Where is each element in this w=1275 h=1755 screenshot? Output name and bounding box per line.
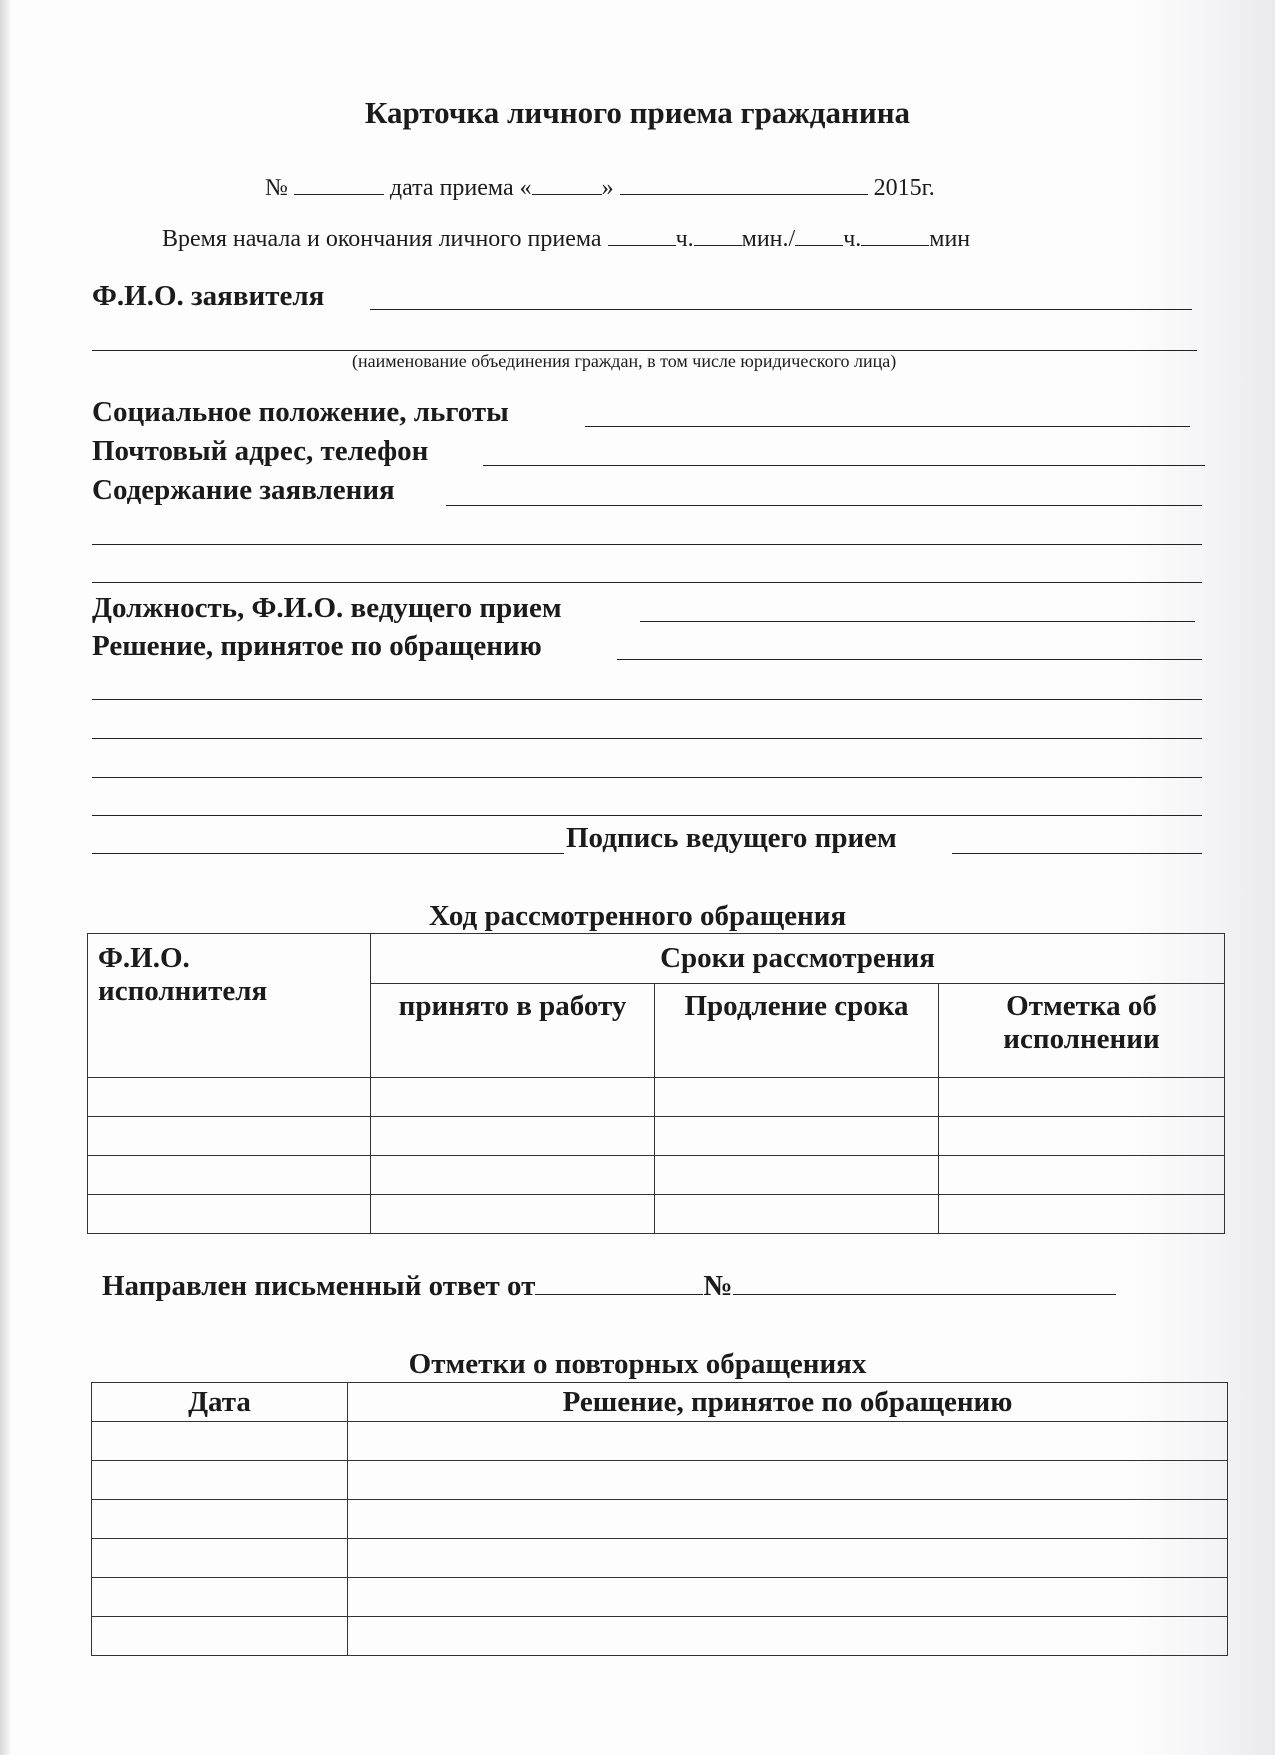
table-cell[interactable] — [939, 1078, 1225, 1117]
social-label: Социальное положение, льготы — [92, 396, 509, 428]
minute-unit-1: мин./ — [741, 226, 796, 252]
table-cell[interactable] — [939, 1156, 1225, 1195]
table-cell[interactable] — [371, 1195, 655, 1234]
table-cell[interactable] — [655, 1117, 939, 1156]
hour-unit-2: ч. — [843, 226, 862, 252]
header-decision: Решение, принятое по обращению — [348, 1383, 1228, 1422]
table-cell[interactable] — [88, 1156, 371, 1195]
table-cell[interactable] — [348, 1578, 1228, 1617]
table-cell[interactable] — [92, 1422, 348, 1461]
close-quote: » — [601, 175, 614, 201]
progress-table — [87, 933, 1225, 1234]
table-cell[interactable] — [371, 1156, 655, 1195]
card-number-field[interactable] — [294, 193, 384, 195]
scan-left-edge — [0, 0, 12, 1755]
table-row — [92, 1422, 1228, 1461]
table-cell[interactable] — [348, 1617, 1228, 1656]
start-hour-field[interactable] — [608, 244, 676, 246]
end-minute-field[interactable] — [861, 244, 929, 246]
minute-unit-2: мин — [929, 226, 971, 252]
response-label: Направлен письменный ответ от — [102, 1270, 536, 1302]
applicant-caption: (наименование объединения граждан, в том числе юридического лица) — [352, 351, 897, 371]
day-field[interactable] — [532, 193, 602, 195]
table-cell[interactable] — [655, 1156, 939, 1195]
card-number-line — [265, 175, 935, 202]
table-cell[interactable] — [655, 1078, 939, 1117]
table-cell[interactable] — [939, 1117, 1225, 1156]
table-row — [88, 1156, 1225, 1195]
table-row — [88, 1117, 1225, 1156]
table-cell[interactable] — [371, 1078, 655, 1117]
table-row — [88, 1195, 1225, 1234]
table-cell[interactable] — [371, 1117, 655, 1156]
table-cell[interactable] — [348, 1461, 1228, 1500]
header-date: Дата — [92, 1383, 348, 1422]
header-executor: Ф.И.О. исполнителя — [88, 934, 371, 1078]
number-sign: № — [265, 175, 288, 201]
date-label: дата приема « — [389, 175, 532, 201]
decision-field-line-5[interactable] — [92, 815, 1202, 816]
hour-unit-1: ч. — [675, 226, 694, 252]
table-cell[interactable] — [88, 1195, 371, 1234]
time-line — [162, 226, 970, 253]
response-line — [102, 1270, 1116, 1303]
decision-field-line-4[interactable] — [92, 777, 1202, 778]
table-cell[interactable] — [92, 1500, 348, 1539]
table-cell[interactable] — [348, 1539, 1228, 1578]
official-label: Должность, Ф.И.О. ведущего прием — [92, 592, 562, 624]
header-extension: Продление срока — [655, 984, 939, 1078]
table-cell[interactable] — [92, 1578, 348, 1617]
table-cell[interactable] — [348, 1500, 1228, 1539]
response-number-field[interactable] — [733, 1293, 1116, 1295]
applicant-label: Ф.И.О. заявителя — [92, 280, 325, 312]
content-field[interactable] — [446, 505, 1202, 506]
header-mark: Отметка об исполнении — [939, 984, 1225, 1078]
signature-label: Подпись ведущего прием — [566, 822, 897, 854]
decision-label: Решение, принятое по обращению — [92, 630, 542, 662]
signature-left-line[interactable] — [92, 853, 564, 854]
content-field-line-3[interactable] — [92, 582, 1202, 583]
header-accepted: принято в работу — [371, 984, 655, 1078]
signature-field[interactable] — [952, 853, 1202, 854]
official-field[interactable] — [640, 621, 1195, 622]
month-field[interactable] — [620, 193, 868, 195]
social-field[interactable] — [585, 426, 1190, 427]
start-minute-field[interactable] — [694, 244, 742, 246]
table-row — [92, 1617, 1228, 1656]
header-terms: Сроки рассмотрения — [371, 934, 1225, 984]
decision-field-line-2[interactable] — [92, 699, 1202, 700]
progress-title: Ход рассмотренного обращения — [428, 900, 847, 932]
table-cell[interactable] — [92, 1461, 348, 1500]
table-cell[interactable] — [92, 1539, 348, 1578]
repeat-title: Отметки о повторных обращениях — [408, 1348, 867, 1380]
applicant-field[interactable] — [370, 309, 1192, 310]
table-cell[interactable] — [348, 1422, 1228, 1461]
table-cell[interactable] — [92, 1617, 348, 1656]
end-hour-field[interactable] — [795, 244, 843, 246]
time-label: Время начала и окончания личного приема — [162, 226, 602, 252]
table-row — [92, 1539, 1228, 1578]
table-row — [92, 1461, 1228, 1500]
year-label: 2015г. — [873, 175, 935, 201]
decision-field[interactable] — [617, 659, 1202, 660]
address-field[interactable] — [483, 465, 1205, 466]
response-date-field[interactable] — [535, 1293, 703, 1295]
table-row — [92, 1578, 1228, 1617]
content-label: Содержание заявления — [92, 474, 395, 506]
repeat-table — [91, 1382, 1228, 1656]
table-cell[interactable] — [88, 1078, 371, 1117]
table-row — [92, 1500, 1228, 1539]
content-field-line-2[interactable] — [92, 544, 1202, 545]
address-label: Почтовый адрес, телефон — [92, 435, 429, 467]
response-number-sign: № — [703, 1270, 733, 1302]
table-row — [88, 1078, 1225, 1117]
table-cell[interactable] — [939, 1195, 1225, 1234]
decision-field-line-3[interactable] — [92, 738, 1202, 739]
table-cell[interactable] — [88, 1117, 371, 1156]
page-title: Карточка личного приема гражданина — [364, 95, 911, 130]
table-cell[interactable] — [655, 1195, 939, 1234]
